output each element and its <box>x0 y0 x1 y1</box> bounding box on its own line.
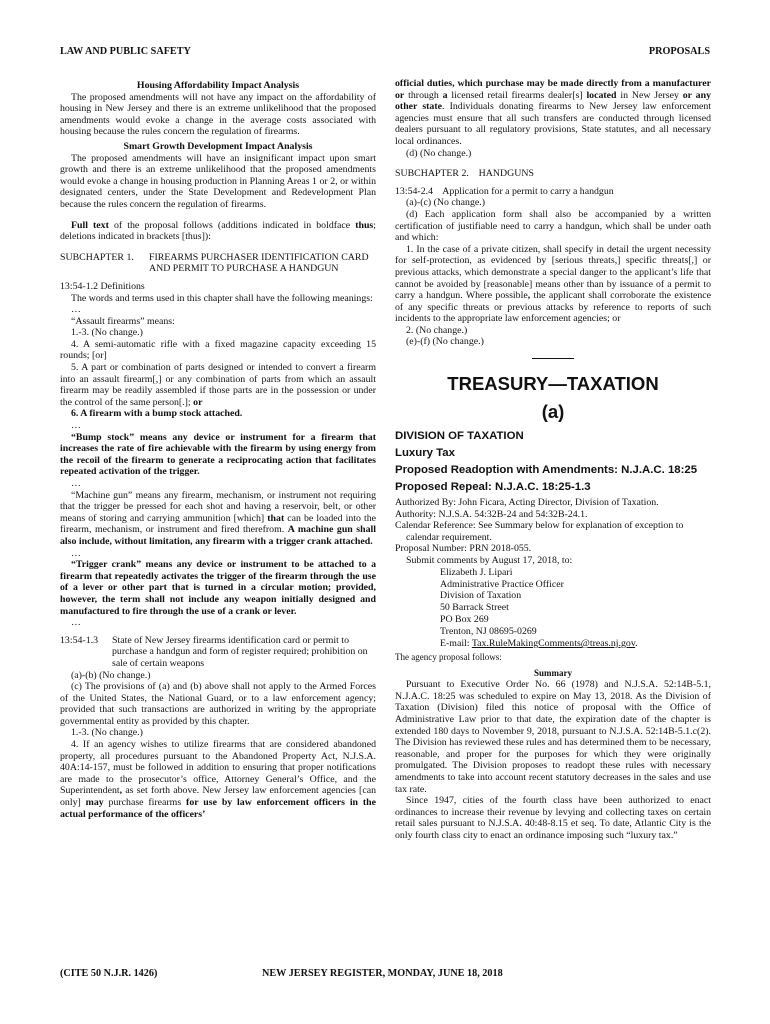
c-1-3: 1.-3. (No change.) <box>71 727 143 739</box>
header-section-title: LAW AND PUBLIC SAFETY <box>60 46 191 57</box>
summary-paragraph-1: Pursuant to Executive Order No. 66 (1978) and N.J.S.A. 52:14B-5.1, N.J.A.C. 18:25 was scheduled to expire on May 13, 2018. As the Division of Taxation (Division) filed this notice of proposal with the Office of Administrative Law prior to that date, the expiration date of the chapter is extended 180 days to November 9, 2018, pursuant to N.J.S.A. 52:14B-5.1.c(2). The Division has reviewed these rules and has determined them to be necessary, reasonable, and proper for the purposes for which they were originally promulgated. The Division proposes to readopt these rules with necessary amendments to take into account recent statutory decreases in the sales and use tax rate. <box>395 679 711 795</box>
subchapter-2-heading: SUBCHAPTER 2. HANDGUNS <box>395 168 534 180</box>
c-4: 4. If an agency wishes to utilize firearms that are considered abandoned property, all procedures pursuant to the Abandoned Property Act, N.J.S.A. 40A:14-157, must be followed in addition to ensuring that proper notifications are made to the prosecutor’s office, Attorney General’s Office, and the Superintendent, as set forth above. New Jersey law enforcement agencies [can only] may purchase firearms for use by law enforcement officers in the actual performance of the officers’ <box>60 739 377 820</box>
footer-register: NEW JERSEY REGISTER, MONDAY, JUNE 18, 2018 <box>262 968 503 979</box>
housing-heading: Housing Affordability Impact Analysis <box>136 80 300 91</box>
email-line: E-mail: Tax.RuleMakingComments@treas.nj.gov. <box>440 638 638 650</box>
repeal-heading: Proposed Repeal: N.J.A.C. 18:25-1.3 <box>395 481 591 494</box>
section-definitions: 13:54-1.2 Definitions <box>60 280 145 292</box>
ellipsis: … <box>71 617 81 629</box>
definitions-intro: The words and terms used in this chapter shall have the following meanings: <box>71 292 373 304</box>
address-block: Elizabeth J. Lipari Administrative Practice Officer Division of Taxation 50 Barrack Street PO Box 269 Trenton, NJ 08695-0269 E-mail: Tax.RuleMakingComments@treas.nj.gov. <box>395 567 711 650</box>
c-text: (c) The provisions of (a) and (b) above shall not apply to the Armed Forces of the United States, the National Guard, or to a law enforcement agency; provided that such transactions are authorized in writing by the appropriate governmental entity as provided by this chapter. <box>60 681 376 727</box>
treasury-title: TREASURY—TAXATION <box>447 373 659 395</box>
smart-growth-heading: Smart Growth Development Impact Analysis <box>123 140 313 152</box>
division-heading: DIVISION OF TAXATION <box>395 430 524 443</box>
email-link[interactable]: Tax.RuleMakingComments@treas.nj.gov <box>471 638 636 650</box>
left-column <box>60 78 376 820</box>
calendar-reference: Calendar Reference: See Summary below for explanation of exception to calendar requirement. <box>395 520 684 543</box>
luxury-tax-heading: Luxury Tax <box>395 447 455 460</box>
section-13-54-2-4: 13:54-2.4 Application for a permit to carry a handgun <box>395 185 614 197</box>
d-1: 1. In the case of a private citizen, shall specify in detail the urgent necessity for self-protection, as evidenced by [serious threats,] specific threats[,] or previous attacks, which demonstrate a special danger to the applicant’s life that cannot be avoided by [reasonable] means other than by issuance of a permit to carry a handgun. Where possible, the applicant shall corroborate the existence of any specific threats or previous attacks by reference to reports of such incidents to the appropriate law enforcement agencies; or <box>395 243 711 325</box>
ef-no-change: (e)-(f) (No change.) <box>406 336 484 348</box>
section-13-54-1-3-heading: 13:54-1.3 State of New Jersey firearms identification card or permit to purchase a handgun and form of register required; prohibition on sale of certain weapons <box>60 634 368 669</box>
assault-def: “Assault firearms” means: <box>71 315 175 327</box>
footer-cite: (CITE 50 N.J.R. 1426) <box>60 968 158 979</box>
d-text: (d) Each application form shall also be accompanied by a written certification of justifiable need to carry a handgun, which shall be under oath and which: <box>395 208 711 244</box>
ac-no-change: (a)-(c) (No change.) <box>406 197 485 209</box>
smart-growth-text: The proposed amendments will have an insignificant impact upon smart growth and there is an extreme unlikelihood that the proposed amendments would evoke a change in housing production in Planning Areas 1 or 2, or within designated centers, under the State Development and Redevelopment Plan because the rules concern the regulation of firearms. <box>60 152 376 210</box>
ellipsis: … <box>71 304 81 316</box>
authority: Authority: N.J.S.A. 54:32B-24 and 54:32B-24.1. <box>395 508 588 520</box>
notice-letter: (a) <box>541 401 565 423</box>
item-5: 5. A part or combination of parts designed or intended to convert a firearm into an assault firearm[,] or any combination of parts from which an assault firearm may be readily assembled if those parts are in the possession or under the control of the same person[.]; or <box>60 362 376 408</box>
proposal-number: Proposal Number: PRN 2018-055. <box>395 543 532 555</box>
c-4-continued: official duties, which purchase may be made directly from a manufacturer or through a licensed retail firearms dealer[s] located in New Jersey or any other state. Individuals donating firearms to New Jersey law enforcement agencies must ensure that all such transfers are conducted through licensed dealers pursuant to all regulatory provisions, State statutes, and all necessary local ordinances. <box>395 78 712 147</box>
ab-no-change: (a)-(b) (No change.) <box>71 669 151 681</box>
running-header <box>60 46 710 60</box>
summary-heading: Summary <box>534 667 572 678</box>
readoption-heading: Proposed Readoption with Amendments: N.J.A.C. 18:25 <box>395 464 698 477</box>
d-2: 2. (No change.) <box>406 324 468 336</box>
agency-proposal-follows: The agency proposal follows: <box>395 651 502 662</box>
subchapter-1-heading: SUBCHAPTER 1. FIREARMS PURCHASER IDENTIFICATION CARD AND PERMIT TO PURCHASE A HANDGUN <box>60 251 369 275</box>
full-text-note: Full text of the proposal follows (additions indicated in boldface thus; deletions indicated in brackets [thus]): <box>60 219 377 243</box>
item-6: 6. A firearm with a bump stock attached. <box>71 408 243 420</box>
ellipsis: … <box>71 420 81 432</box>
submit-comments: Submit comments by August 17, 2018, to: <box>406 555 573 567</box>
authorized-by: Authorized By: John Ficara, Acting Director, Division of Taxation. <box>395 497 659 509</box>
section-divider <box>532 358 574 359</box>
ellipsis: … <box>71 547 81 559</box>
item-1-3: 1.-3. (No change.) <box>71 327 143 339</box>
right-column <box>395 78 711 841</box>
housing-text: The proposed amendments will not have any impact on the affordability of housing in New Jersey and there is an extreme unlikelihood that the proposed amendments would evoke a change in the average costs associated with housing because the rules concern the regulation of firearms. <box>60 91 376 138</box>
trigger-crank-def: “Trigger crank” means any device or instrument to be attached to a firearm that repeatedly activates the trigger of the firearm through the use of a lever or other part that is turned in a circular motion; provided, however, the term shall not include any weapon initially designed and manufactured to fire through the use of a crank or lever. <box>60 559 376 617</box>
summary-paragraph-2: Since 1947, cities of the fourth class have been authorized to enact ordinances to increase their revenue by levying and collecting taxes on certain retail sales pursuant to N.J.S.A. 40:48-8.15 et seq. To date, Atlantic City is the only fourth class city to enact an ordinance imposing such “luxury tax.” <box>395 795 711 841</box>
ellipsis: … <box>71 478 81 489</box>
running-footer <box>60 968 711 982</box>
header-proposals: PROPOSALS <box>648 46 710 57</box>
item-4: 4. A semi-automatic rifle with a fixed magazine capacity exceeding 15 rounds; [or] <box>60 338 376 362</box>
machine-gun-def: “Machine gun” means any firearm, mechanism, or instrument not requiring that the trigger be pressed for each shot and having a reservoir, belt, or other means of storing and carrying ammunition [which] that can be loaded into the firearm, mechanism, or instrument and fired therefrom. A machine gun shall also include, without limitation, any firearm with a trigger crank attached. <box>60 489 377 547</box>
bump-stock-def: “Bump stock” means any device or instrument for a firearm that increases the rate of fire achievable with the firearm by using energy from the recoil of the firearm to generate a reciprocating action that facilitates repeated activation of the trigger. <box>60 431 376 478</box>
d-no-change: (d) (No change.) <box>406 147 472 159</box>
